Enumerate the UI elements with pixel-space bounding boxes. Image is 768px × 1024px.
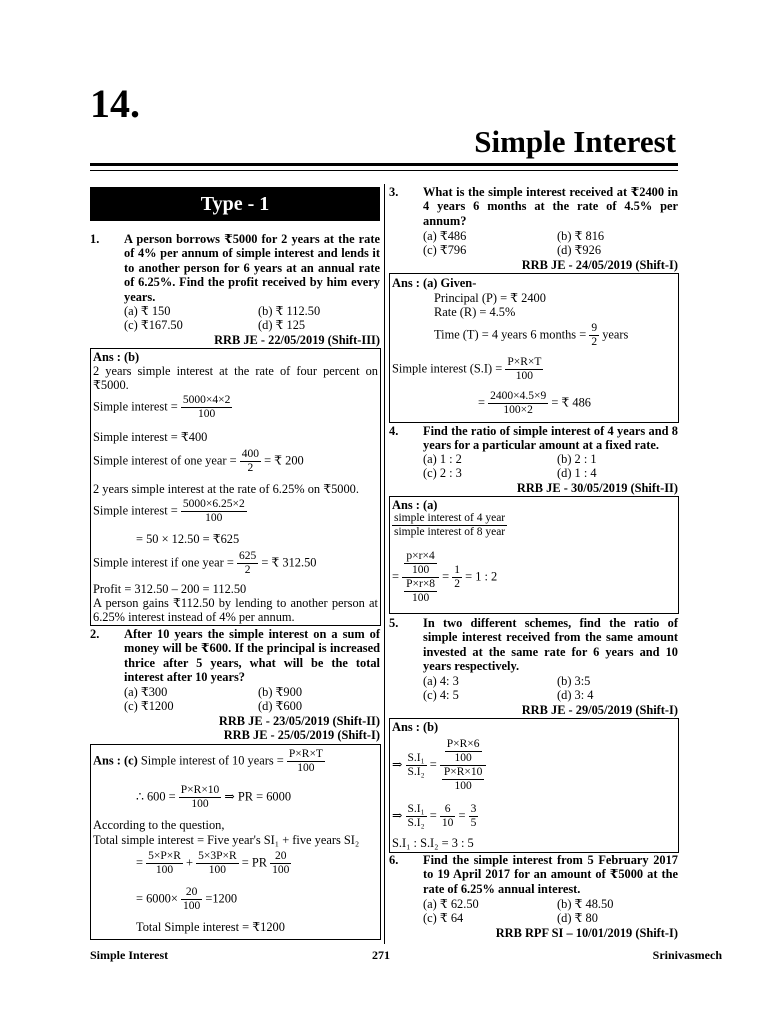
- option-c: (c) ₹ 64: [423, 911, 464, 926]
- chapter-number: 14.: [90, 81, 140, 126]
- option-b: (b) ₹ 816: [557, 229, 605, 243]
- option-a: (a) ₹300: [124, 685, 168, 699]
- type-heading: Type - 1: [90, 187, 380, 221]
- solution-line: 2 years simple interest at the rate of four percent on ₹5000.: [93, 364, 378, 392]
- solution-line: Simple interest of one year = $\frac{400}{2}$ = ₹ 200: [93, 448, 304, 474]
- question-number: 2.: [90, 627, 100, 641]
- option-b: (b) ₹ 48.50: [557, 897, 614, 911]
- question-number: 1.: [90, 232, 100, 246]
- footer-chapter: Simple Interest: [90, 948, 169, 962]
- column-divider: [384, 184, 385, 944]
- q1-source: RRB JE - 22/05/2019 (Shift-III): [214, 333, 380, 347]
- option-a: (a) ₹486: [423, 229, 467, 243]
- option-a: (a) 4: 3: [423, 674, 459, 688]
- solution-line: Principal (P) = ₹ 2400: [434, 291, 546, 305]
- solution-line: Profit = 312.50 – 200 = 112.50: [93, 582, 247, 596]
- option-c: (c) ₹1200: [124, 699, 174, 714]
- q6-options: [423, 897, 613, 926]
- question-2: [90, 627, 380, 685]
- footer-author: Srinivasmech: [652, 948, 722, 962]
- solution-line: Total Simple interest = ₹1200: [136, 920, 285, 934]
- answer-label: Ans : (b): [93, 350, 140, 364]
- question-number: 4.: [389, 424, 399, 438]
- q2-options: [124, 685, 302, 714]
- solution-line: = 6000× $\frac{20}{100}$ =1200: [136, 886, 238, 912]
- q2-source-2: RRB JE - 25/05/2019 (Shift-I): [223, 728, 380, 742]
- solution-line: Rate (R) = 4.5%: [434, 305, 516, 319]
- option-b: (b) ₹900: [258, 685, 303, 699]
- question-3: [389, 185, 678, 228]
- solution-line: = $\frac{\frac{p\times r\times 4}{100}}{\frac{P\times r\times 8}{100}}$ = $\frac{1}{2}$ = 1 : 2: [392, 550, 498, 604]
- option-a: (a) 1 : 2: [423, 452, 462, 466]
- solution-line: = 50 × 12.50 = ₹625: [136, 532, 240, 546]
- q4-source: RRB JE - 30/05/2019 (Shift-II): [516, 481, 678, 495]
- option-c: (c) ₹167.50: [124, 318, 183, 333]
- question-text: In two different schemes, find the ratio of simple interest received from the same amount invested at the same rate for 6 years and 10 years respectively.: [423, 616, 678, 674]
- option-b: (b) 3:5: [557, 674, 591, 688]
- option-c: (c) 4: 5: [423, 688, 459, 703]
- solution-line: ∴ 600 = $\frac{P\times R\times 10}{100}$ ⇒ PR = 6000: [136, 784, 292, 810]
- solution-line: = $\frac{2400\times 4.5\times 9}{100\times 2}$ = ₹ 486: [478, 390, 591, 416]
- solution-line: A person gains ₹112.50 by lending to another person at 6.25% interest instead of 4% per annum.: [93, 596, 378, 624]
- q5-source: RRB JE - 29/05/2019 (Shift-I): [521, 703, 678, 717]
- title-rule-thick: [90, 163, 678, 166]
- option-c: (c) ₹796: [423, 243, 467, 258]
- question-text: After 10 years the simple interest on a sum of money will be ₹600. If the principal is increased thrice after 5 years, what will be the total interest after 10 years?: [124, 627, 380, 685]
- option-d: (d) ₹600: [258, 699, 303, 714]
- option-b: (b) ₹ 112.50: [258, 304, 321, 318]
- q4-options: [423, 452, 597, 481]
- question-1: [90, 232, 380, 304]
- page-number: 271: [372, 948, 390, 962]
- question-5: [389, 616, 678, 674]
- q5-options: [423, 674, 593, 703]
- question-number: 3.: [389, 185, 399, 199]
- q6-source: RRB RPF SI – 10/01/2019 (Shift-I): [495, 926, 678, 940]
- answer-label: Ans : (a): [392, 498, 438, 512]
- solution-line: Simple interest = ₹400: [93, 430, 208, 444]
- title-rule-thin: [90, 170, 678, 171]
- q2-source-1: RRB JE - 23/05/2019 (Shift-II): [218, 714, 380, 728]
- question-text: A person borrows ₹5000 for 2 years at the rate of 4% per annum of simple interest and lends it to another person for 6 years at an annual rate of 6.25%. Find the profit received by him every years.: [124, 232, 380, 304]
- option-d: (d) 1 : 4: [557, 466, 597, 481]
- q1-options: [124, 304, 320, 333]
- solution-line: ⇒ $\frac{\text{S.I₁}}{\text{S.I₂}}$ = $\frac{\frac{P\times R\times 6}{100}}{\frac{P\times R\times 10}{100}}$: [392, 738, 486, 793]
- answer-label: Ans : (b): [392, 720, 439, 734]
- solution-line: = $\frac{5\times P\times R}{100}$ + $\frac{5\times 3P\times R}{100}$ = PR $\frac{20}{100}$: [136, 850, 290, 876]
- option-a: (a) ₹ 150: [124, 304, 171, 318]
- solution-line: S.I₁ : S.I₂ = 3 : 5: [392, 836, 474, 850]
- solution-line: Simple interest if one year = $\frac{625}{2}$ = ₹ 312.50: [93, 550, 317, 576]
- question-6: [389, 853, 678, 896]
- option-d: (d) ₹ 125: [258, 318, 306, 333]
- q3-source: RRB JE - 24/05/2019 (Shift-I): [521, 258, 678, 272]
- solution-line: Ans : (c) Simple interest of 10 years = $\frac{P\times R\times T}{100}$: [93, 748, 323, 774]
- option-a: (a) ₹ 62.50: [423, 897, 479, 911]
- option-b: (b) 2 : 1: [557, 452, 597, 466]
- solution-line: Time (T) = 4 years 6 months = $\frac{9}{2}$ years: [434, 322, 629, 348]
- option-d: (d) ₹926: [557, 243, 602, 258]
- option-d: (d) ₹ 80: [557, 911, 598, 926]
- solution-line: Total simple interest = Five year's SI₁ + five years SI₂: [93, 833, 360, 847]
- answer-label: Ans : (a) Given-: [392, 276, 477, 290]
- question-number: 6.: [389, 853, 399, 867]
- solution-line: Simple interest (S.I) = $\frac{P\times R\times T}{100}$: [392, 356, 542, 382]
- question-text: Find the ratio of simple interest of 4 years and 8 years for a particular amount at a fixed rate.: [423, 424, 678, 453]
- solution-line: Simple interest = $\frac{5000\times 4\times 2}{100}$: [93, 394, 231, 420]
- chapter-title: Simple Interest: [474, 124, 676, 159]
- solution-line: Simple interest = $\frac{5000\times 6.25\times 2}{100}$: [93, 498, 245, 524]
- question-number: 5.: [389, 616, 399, 630]
- solution-line: According to the question,: [93, 818, 225, 832]
- option-d: (d) 3: 4: [557, 688, 594, 703]
- q3-options: [423, 229, 604, 258]
- solution-line: ⇒ $\frac{\text{S.I₁}}{\text{S.I₂}}$ = $\frac{6}{10}$ = $\frac{3}{5}$: [392, 803, 477, 829]
- question-4: [389, 424, 678, 453]
- solution-line: $\frac{\text{simple interest of 4 year}}{\text{simple interest of 8 year}}$: [394, 512, 506, 538]
- question-text: Find the simple interest from 5 February 2017 to 19 April 2017 for an amount of ₹5000 at the rate of 6.25% annual interest.: [423, 853, 678, 896]
- solution-line: 2 years simple interest at the rate of 6.25% on ₹5000.: [93, 482, 359, 496]
- option-c: (c) 2 : 3: [423, 466, 462, 481]
- question-text: What is the simple interest received at ₹2400 in 4 years 6 months at the rate of 4.5% per annum?: [423, 185, 678, 228]
